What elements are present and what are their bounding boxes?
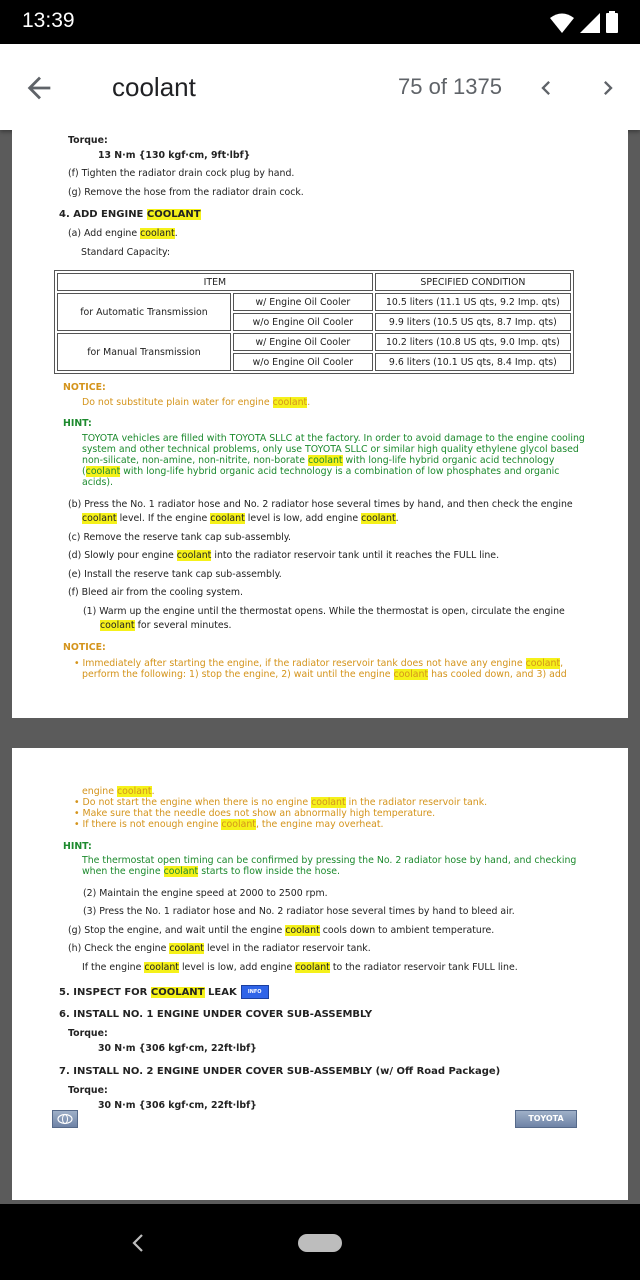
torque-label: Torque: <box>68 1085 108 1096</box>
step-h-text: If the engine <box>82 962 145 973</box>
search-highlight: coolant <box>140 228 175 239</box>
section-4-text: 4. ADD ENGINE <box>59 209 147 220</box>
torque-value: 30 N·m {306 kgf·cm, 22ft·lbf} <box>98 1043 257 1054</box>
section-5-heading <box>59 985 269 999</box>
step-c: (c) Remove the reserve tank cap sub-assembly. <box>68 532 291 543</box>
document-page-2 <box>12 748 628 1200</box>
step-h <box>68 943 371 955</box>
cell-manual-without: 9.6 liters (10.1 US qts, 8.4 Imp. qts) <box>375 353 571 371</box>
section-4-heading <box>59 209 201 221</box>
notice-text-part: has cooled down, and 3) add <box>428 669 567 680</box>
hint-label: HINT: <box>63 418 92 429</box>
step-f-1-line2 <box>100 620 232 632</box>
step-h-text: level is low, add engine <box>178 962 296 973</box>
step-d <box>68 550 499 562</box>
step-f-bleed: (f) Bleed air from the cooling system. <box>68 587 244 598</box>
cell-with-cooler: w/ Engine Oil Cooler <box>233 293 373 311</box>
back-arrow-icon[interactable] <box>22 71 56 105</box>
notice-continuation <box>82 786 155 798</box>
torque-label: Torque: <box>68 135 108 146</box>
notice-bullet <box>74 658 563 670</box>
hint-text-part: ( <box>82 466 86 477</box>
step-g: (g) Remove the hose from the radiator drain cock. <box>68 187 304 198</box>
torque-value: 13 N·m {130 kgf·cm, 9ft·lbf} <box>98 150 251 161</box>
notice-bullet <box>74 797 487 809</box>
search-highlight: coolant <box>311 797 346 808</box>
hint-line: system and other technical problems, only use TOYOTA SLLC or similar high quality ethylene glycol based <box>82 444 579 455</box>
toyota-logo: TOYOTA <box>515 1110 577 1128</box>
table-header-row <box>57 273 571 291</box>
notice-text-part: perform the following: 1) stop the engine, 2) wait until the engine <box>82 669 394 680</box>
search-highlight: coolant <box>85 466 121 477</box>
hint-text-part: non-silicate, non-amine, non-nitrite, non-borate <box>82 455 308 466</box>
signal-icon <box>580 13 600 33</box>
search-query[interactable]: coolant <box>112 72 196 102</box>
torque-value: 30 N·m {306 kgf·cm, 22ft·lbf} <box>98 1100 257 1111</box>
hint-text-part: with long-life hybrid organic acid technology <box>342 455 555 466</box>
find-in-page-bar <box>0 44 640 130</box>
notice-bullet: • Make sure that the needle does not show an abnormally high temperature. <box>74 808 436 819</box>
table-row <box>57 333 571 351</box>
system-navigation-bar <box>0 1204 640 1280</box>
previous-match-icon[interactable] <box>532 74 560 102</box>
notice-text-part: • Do not start the engine when there is no engine <box>74 797 312 808</box>
info-badge[interactable]: INFO <box>241 985 269 999</box>
cell-without-cooler: w/o Engine Oil Cooler <box>233 353 373 371</box>
step-h-detail <box>82 962 518 974</box>
search-highlight: coolant <box>361 513 396 524</box>
search-highlight: COOLANT <box>150 987 205 998</box>
search-highlight: coolant <box>393 669 429 680</box>
step-h-text: (h) Check the engine <box>68 943 170 954</box>
step-g-text: cools down to ambient temperature. <box>319 925 495 936</box>
document-page-1 <box>12 130 628 718</box>
section-7-heading: 7. INSTALL NO. 2 ENGINE UNDER COVER SUB-ASSEMBLY (w/ Off Road Package) <box>59 1066 501 1077</box>
match-count: 75 of 1375 <box>398 74 502 99</box>
search-highlight: COOLANT <box>146 209 201 220</box>
cell-with-cooler: w/ Engine Oil Cooler <box>233 333 373 351</box>
notice-label: NOTICE: <box>63 382 106 393</box>
hint-text-part: with long-life hybrid organic acid technology is a combination of low phosphates and organic <box>120 466 560 477</box>
notice-text-part: • If there is not enough engine <box>74 819 222 830</box>
cell-manual-with: 10.2 liters (10.8 US qts, 9.0 Imp. qts) <box>375 333 571 351</box>
notice-label: NOTICE: <box>63 642 106 653</box>
cell-auto-without: 9.9 liters (10.5 US qts, 8.7 Imp. qts) <box>375 313 571 331</box>
hint-line <box>82 466 559 478</box>
search-highlight: coolant <box>210 513 245 524</box>
cell-auto-with: 10.5 liters (11.1 US qts, 9.2 Imp. qts) <box>375 293 571 311</box>
search-highlight: coolant <box>100 620 135 631</box>
step-g-text: (g) Stop the engine, and wait until the engine <box>68 925 286 936</box>
step-f-1-text: for several minutes. <box>134 620 232 631</box>
status-bar <box>0 0 640 44</box>
step-f: (f) Tighten the radiator drain cock plug by hand. <box>68 168 295 179</box>
notice-text-part: in the radiator reservoir tank. <box>345 797 488 808</box>
hint-text-part: starts to flow inside the hose. <box>198 866 340 877</box>
search-highlight: coolant <box>525 658 561 669</box>
notice-bullet <box>74 819 384 831</box>
step-2: (2) Maintain the engine speed at 2000 to 2500 rpm. <box>83 888 328 899</box>
wifi-icon <box>550 13 574 33</box>
group-automatic: for Automatic Transmission <box>57 293 231 331</box>
toyota-emblem-icon <box>52 1110 78 1128</box>
step-a <box>68 228 178 240</box>
cell-without-cooler: w/o Engine Oil Cooler <box>233 313 373 331</box>
notice-text-part: • Immediately after starting the engine, if the radiator reservoir tank does not have any engine <box>74 658 526 669</box>
notice-text-part: Do not substitute plain water for engine <box>82 397 273 408</box>
capacity-table <box>54 270 574 374</box>
status-icons <box>550 11 618 33</box>
step-3: (3) Press the No. 1 radiator hose and No. 2 radiator hose several times by hand to bleed air. <box>83 906 515 917</box>
step-b-text: . <box>395 513 399 524</box>
next-match-icon[interactable] <box>594 74 622 102</box>
search-highlight: coolant <box>82 513 117 524</box>
step-b-line1: (b) Press the No. 1 radiator hose and No. 2 radiator hose several times by hand, and then check the engine <box>68 499 573 510</box>
search-highlight: coolant <box>163 866 199 877</box>
step-g-stop <box>68 925 494 937</box>
search-highlight: coolant <box>307 455 343 466</box>
header-condition: SPECIFIED CONDITION <box>375 273 571 291</box>
section-5-text: LEAK <box>204 987 237 998</box>
notice-text-part: , <box>560 658 564 669</box>
torque-label: Torque: <box>68 1028 108 1039</box>
table-row <box>57 293 571 311</box>
notice-text-part: , the engine may overheat. <box>255 819 384 830</box>
step-h-text: to the radiator reservoir tank FULL line. <box>329 962 518 973</box>
header-item: ITEM <box>57 273 373 291</box>
search-highlight: coolant <box>295 962 330 973</box>
step-h-text: level in the radiator reservoir tank. <box>203 943 371 954</box>
step-d-text: (d) Slowly pour engine <box>68 550 177 561</box>
section-6-heading: 6. INSTALL NO. 1 ENGINE UNDER COVER SUB-ASSEMBLY <box>59 1009 373 1020</box>
hint-line: TOYOTA vehicles are filled with TOYOTA SLLC at the factory. In order to avoid damage to the engine cooling <box>82 433 585 444</box>
group-manual: for Manual Transmission <box>57 333 231 371</box>
standard-capacity: Standard Capacity: <box>81 247 171 258</box>
step-e: (e) Install the reserve tank cap sub-assembly. <box>68 569 282 580</box>
battery-icon <box>606 11 618 33</box>
hint-text-part: when the engine <box>82 866 164 877</box>
notice-bullet-line2 <box>82 669 567 681</box>
step-a-text: (a) Add engine <box>68 228 141 239</box>
nav-back-icon[interactable] <box>128 1232 148 1254</box>
hint-line: The thermostat open timing can be confirmed by pressing the No. 2 radiator hose by hand, and checking <box>82 855 577 866</box>
hint-line <box>82 866 340 878</box>
search-highlight: coolant <box>144 962 179 973</box>
search-highlight: coolant <box>221 819 256 830</box>
step-d-text: into the radiator reservoir tank until it reaches the FULL line. <box>211 550 500 561</box>
step-b-text: level. If the engine <box>116 513 211 524</box>
search-highlight: coolant <box>176 550 212 561</box>
search-highlight: coolant <box>116 786 152 797</box>
step-a-end: . <box>174 228 178 239</box>
hint-line: acids). <box>82 477 113 488</box>
step-b-text: level is low, add engine <box>244 513 362 524</box>
nav-home-pill[interactable] <box>298 1234 342 1252</box>
hint-label: HINT: <box>63 841 92 852</box>
search-highlight: coolant <box>285 925 320 936</box>
notice-text-part: engine <box>82 786 117 797</box>
notice-text-end: . <box>307 397 311 408</box>
step-f-1-line1: (1) Warm up the engine until the thermostat opens. While the thermostat is open, circulate the engine <box>83 606 565 617</box>
notice-text <box>82 397 310 409</box>
status-time: 13:39 <box>22 9 75 32</box>
notice-text-part: . <box>151 786 155 797</box>
section-5-text: 5. INSPECT FOR <box>59 987 151 998</box>
step-b-line2 <box>82 513 399 525</box>
hint-line <box>82 455 554 467</box>
search-highlight: coolant <box>272 397 308 408</box>
search-highlight: coolant <box>169 943 204 954</box>
